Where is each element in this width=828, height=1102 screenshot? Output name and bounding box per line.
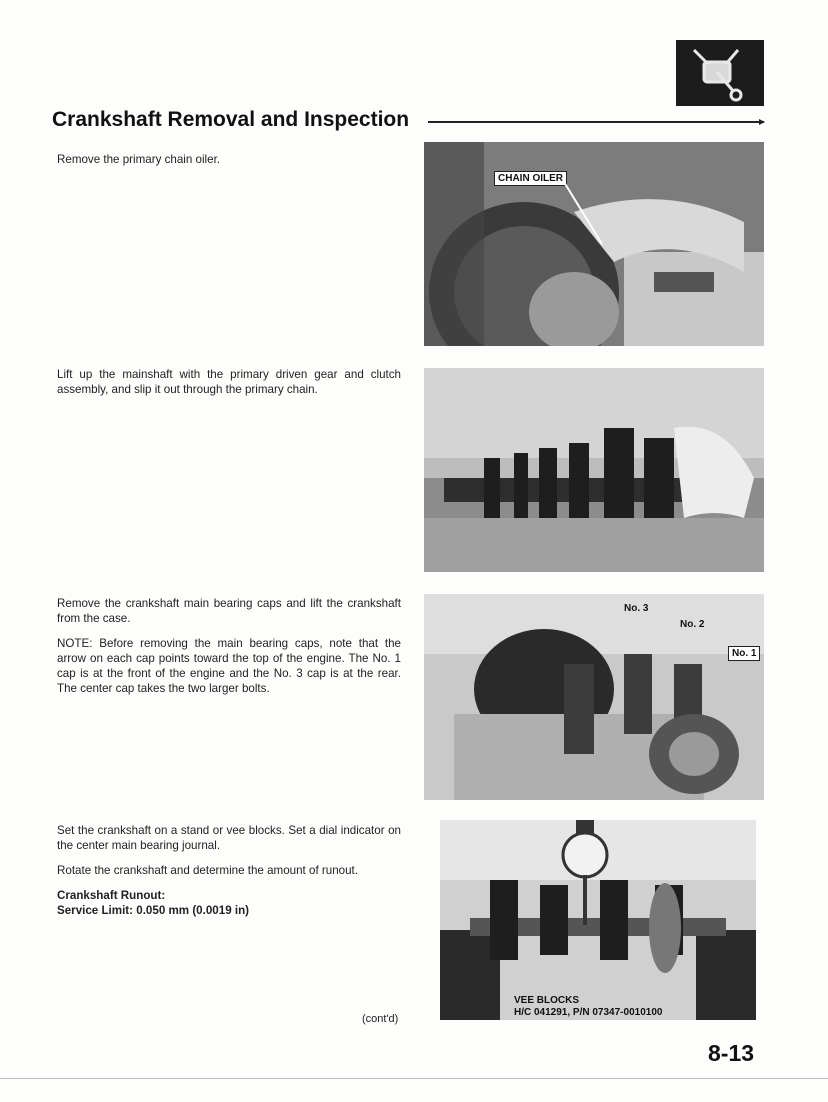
title-rule bbox=[428, 121, 764, 123]
step-1-paragraph: Remove the primary chain oiler. bbox=[57, 153, 221, 166]
spec-label: Crankshaft Runout: bbox=[57, 889, 166, 902]
page-number: 8-13 bbox=[708, 1040, 755, 1066]
step-2-paragraph: Lift up the mainshaft with the primary driven gear and clutch assembly, and slip it out through the primary chain. bbox=[57, 368, 401, 396]
chain-oiler-callout: CHAIN OILER bbox=[494, 171, 567, 186]
runout-photo bbox=[440, 820, 756, 1020]
vee-blocks-label: VEE BLOCKS bbox=[514, 995, 580, 1006]
cap-no3-label: No. 3 bbox=[624, 603, 649, 614]
cap-no1-label: No. 1 bbox=[728, 646, 760, 661]
cap-no2-label: No. 2 bbox=[680, 619, 705, 630]
step-1-text bbox=[57, 152, 401, 177]
step-3-paragraph-1: Remove the crankshaft main bearing caps and lift the crankshaft from the case. bbox=[57, 597, 401, 625]
bottom-rule bbox=[0, 1078, 828, 1079]
bearing-caps-photo bbox=[424, 594, 764, 800]
step-4-paragraph-1: Set the crankshaft on a stand or vee blocks. Set a dial indicator on the center main bearing journal. bbox=[57, 824, 401, 852]
step-4-text bbox=[57, 823, 401, 918]
page-title: Crankshaft Removal and Inspection bbox=[52, 108, 410, 131]
engine-section-icon bbox=[676, 40, 764, 106]
continued-label: (cont'd) bbox=[362, 1013, 399, 1025]
mainshaft-photo bbox=[424, 368, 764, 572]
step-2-text bbox=[57, 367, 401, 407]
step-4-paragraph-2: Rotate the crankshaft and determine the amount of runout. bbox=[57, 864, 358, 877]
step-3-note: NOTE: Before removing the main bearing caps, note that the arrow on each cap points toward the top of the engine. The No. 1 cap is at the front of the engine and the No. 3 cap is at the rear. The center cap takes the two larger bolts. bbox=[57, 637, 401, 695]
chain-oiler-leader bbox=[560, 180, 610, 250]
spec-value: Service Limit: 0.050 mm (0.0019 in) bbox=[57, 904, 250, 917]
step-3-text bbox=[57, 596, 401, 706]
vee-blocks-part-number: H/C 041291, P/N 07347-0010100 bbox=[514, 1007, 663, 1018]
